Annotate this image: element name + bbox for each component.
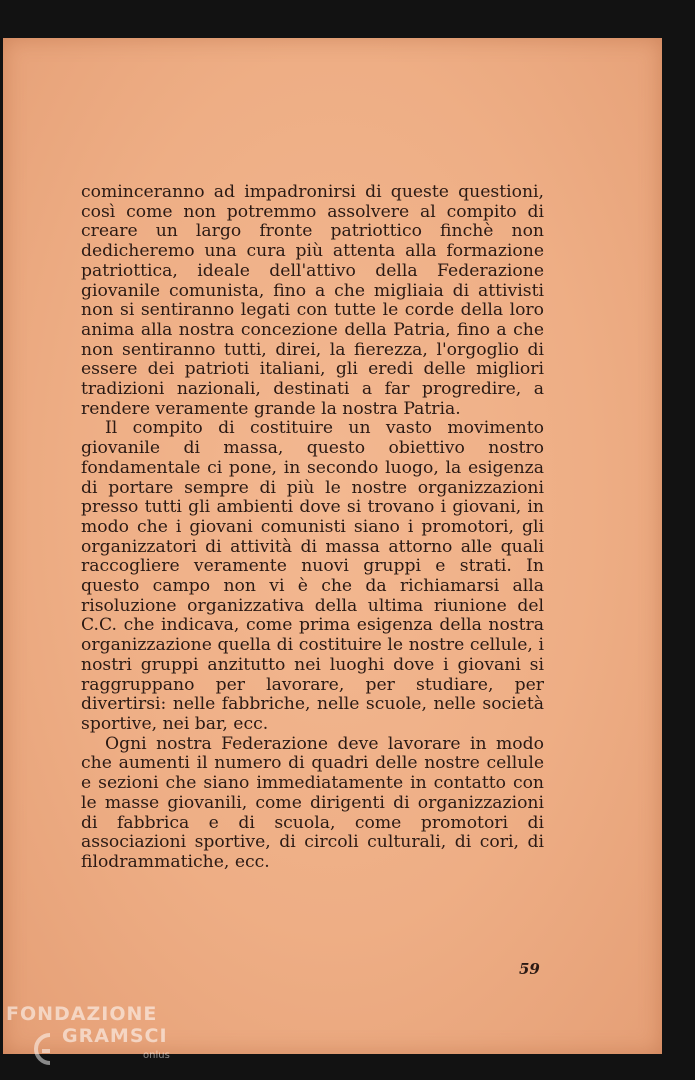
book-page [3,38,662,1054]
gramsci-logo-icon [28,1023,54,1075]
watermark-suffix: onlus [143,1050,170,1061]
paragraph-2: Il compito di costituire un vasto movimento giovanile di massa, questo obiettivo nostro fondamentale ci pone, in secondo luogo, la esigenza di portare sempre di più le nostre organizzazioni presso tutti gli ambienti dove si trovano i giovani, in modo che i giovani comunisti siano i promotori, gli organizzatori di attività di massa attorno alle quali raccogliere veramente nuovi gruppi e strati. In questo campo non vi è che da richiamarsi alla risoluzione organizzativa della ultima riunione del C.C. che indicava, come prima esigenza della nostra organizzazione quella di costituire le nostre cellule, i nostri gruppi anzitutto nei luoghi dove i giovani si raggruppano per lavorare, per studiare, per divertirsi: nelle fabbriche, nelle scuole, nelle società sportive, nei bar, ecc. [81,418,544,734]
paragraph-1: cominceranno ad impadronirsi di queste questioni, così come non potremmo assolvere al compito di creare un largo fronte patriottico finchè non dedicheremo una cura più attenta alla formazione patriottica, ideale dell'attivo della Federazione giovanile comunista, fino a che migliaia di attivisti non si sentiranno legati con tutte le corde della loro anima alla nostra concezione della Patria, fino a che non sentiranno tutti, direi, la fierezza, l'orgoglio di essere dei patrioti italiani, gli eredi delle migliori tradizioni nazionali, destinati a far progredire, a rendere veramente grande la nostra Patria. [81,182,544,419]
fondazione-gramsci-watermark [6,1003,186,1078]
watermark-line-2: GRAMSCI [62,1025,168,1047]
watermark-line-1: FONDAZIONE [6,1003,158,1025]
body-text [81,183,544,873]
paragraph-3: Ogni nostra Federazione deve lavorare in modo che aumenti il numero di quadri delle nostre cellule e sezioni che siano immediatamente in contatto con le masse giovanili, come dirigenti di organizzazioni di fabbrica e di scuola, come promotori di associazioni sportive, di circoli culturali, di cori, di filodrammatiche, ecc. [81,733,544,872]
page-number: 59 [519,960,540,978]
